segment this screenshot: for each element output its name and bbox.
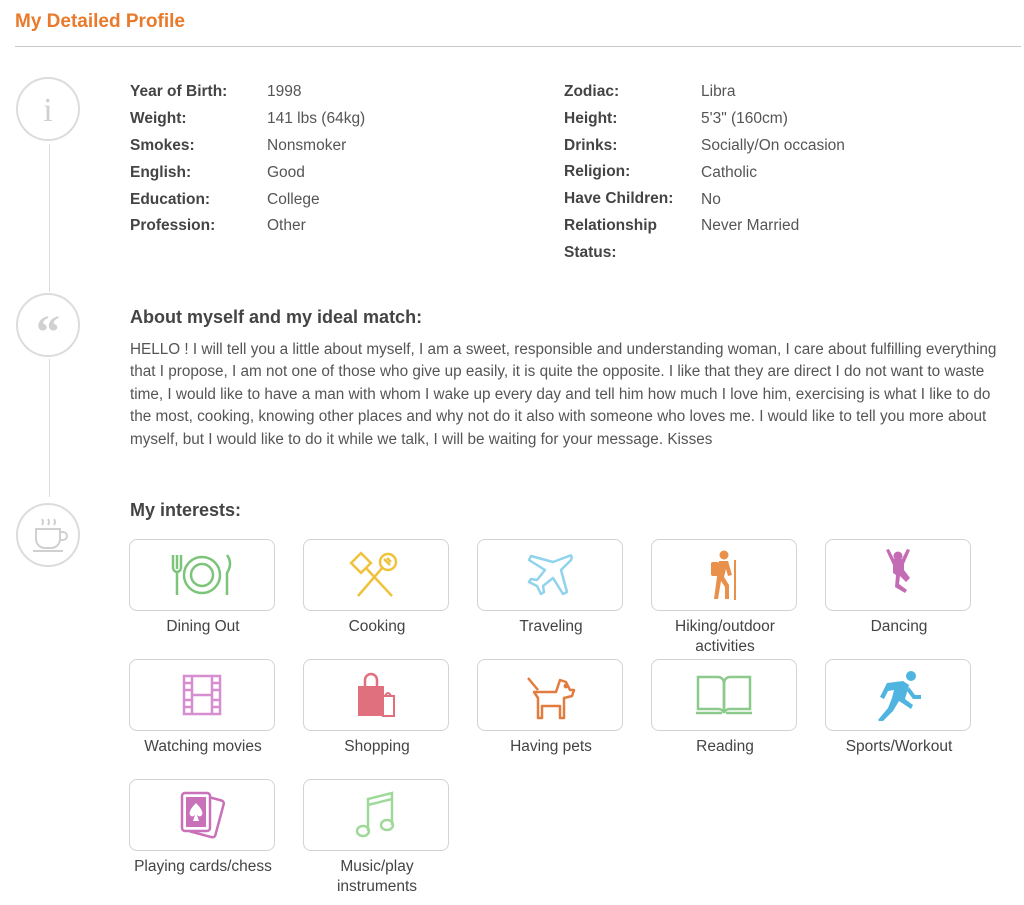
interest-tile[interactable]	[477, 539, 623, 611]
detail-row-english	[130, 159, 365, 186]
interest-playing-cards[interactable]	[129, 779, 277, 877]
interest-tile[interactable]	[129, 539, 275, 611]
detail-value: 1998	[267, 83, 302, 101]
detail-value: Other	[267, 217, 306, 235]
detail-label: Profession:	[130, 217, 216, 235]
detail-label: Religion:	[564, 163, 631, 181]
interest-dancing[interactable]	[825, 539, 973, 637]
interests-heading: My interests:	[130, 500, 242, 520]
detail-label: Relationship Status:	[564, 216, 658, 261]
interest-label: Watching movies	[144, 738, 262, 755]
detail-label: Smokes:	[130, 136, 195, 154]
interest-label: Reading	[696, 738, 754, 755]
detail-label: Weight:	[130, 110, 187, 128]
detail-row-education	[130, 186, 365, 213]
interest-label: Music/play instruments	[336, 858, 418, 895]
detail-row-profession	[130, 213, 365, 240]
detail-value: 5'3" (160cm)	[701, 110, 788, 128]
detail-row-height	[564, 106, 845, 133]
interest-tile[interactable]	[825, 659, 971, 731]
interest-tile[interactable]	[129, 659, 275, 731]
detail-label: Height:	[564, 109, 618, 127]
interest-watching-movies[interactable]	[129, 659, 277, 757]
page-title: My Detailed Profile	[15, 11, 185, 32]
detail-label: Year of Birth:	[130, 83, 228, 101]
cards-icon	[176, 789, 228, 841]
music-note-icon	[354, 789, 398, 841]
airplane-icon	[523, 550, 577, 600]
interest-music[interactable]	[303, 779, 451, 897]
quote-icon	[16, 293, 80, 357]
interest-tile[interactable]	[303, 779, 449, 851]
dog-icon	[522, 670, 578, 720]
hiker-icon	[702, 548, 746, 602]
detail-value: Libra	[701, 83, 736, 101]
interest-label: Sports/Workout	[845, 738, 953, 755]
film-icon	[182, 673, 222, 717]
timeline-connector	[49, 144, 50, 292]
profile-details-right	[564, 79, 845, 267]
coffee-cup-icon	[16, 503, 80, 567]
interest-tile[interactable]	[651, 659, 797, 731]
interest-label: Cooking	[348, 618, 406, 635]
timeline-connector	[49, 359, 50, 497]
detail-label: English:	[130, 163, 192, 181]
interest-sports-workout[interactable]	[825, 659, 973, 757]
interest-tile[interactable]	[825, 539, 971, 611]
interest-traveling[interactable]	[477, 539, 625, 637]
dancer-icon	[878, 548, 918, 602]
detail-value: Nonsmoker	[267, 136, 347, 154]
book-icon	[694, 673, 754, 717]
shopping-bag-icon	[354, 670, 398, 720]
interest-label: Having pets	[510, 738, 592, 755]
interest-tile[interactable]	[303, 539, 449, 611]
detail-value: Catholic	[701, 163, 757, 181]
detail-value: College	[267, 190, 320, 208]
detail-label: Education:	[130, 190, 211, 208]
dining-icon	[167, 551, 237, 599]
detail-value: No	[701, 190, 721, 208]
interest-label: Dining Out	[166, 618, 240, 635]
interest-reading[interactable]	[651, 659, 799, 757]
interest-label: Hiking/outdoor activities	[675, 618, 775, 655]
detail-value: Socially/On occasion	[701, 136, 845, 154]
interest-cooking[interactable]	[303, 539, 451, 637]
svg-text:i: i	[43, 92, 53, 127]
cooking-icon	[348, 550, 404, 600]
interest-hiking[interactable]	[651, 539, 799, 657]
interest-dining-out[interactable]	[129, 539, 277, 637]
interest-label: Shopping	[344, 738, 410, 755]
detail-row-weight	[130, 106, 365, 133]
info-icon	[16, 77, 80, 141]
interest-tile[interactable]	[477, 659, 623, 731]
detail-value: Never Married	[701, 216, 800, 234]
interest-having-pets[interactable]	[477, 659, 625, 757]
svg-text:“: “	[36, 310, 60, 340]
about-text: HELLO ! I will tell you a little about myself, I am a sweet, responsible and understanding woman, I care about fulfilling everything that I propose, I am not one of those who give up easily, it is quite the opposite. I like that they are direct I do not want to waste time, I would like to have a man with whom I wake up every day and tell him how much I love him, exercising is what I like to do the most, cooking, knowing other places and why not do it also with someone who loves me. I would like to tell you more about myself, but I would like to do it while we talk, I will be waiting for your message. Kisses	[130, 341, 997, 448]
detail-row-drinks	[564, 133, 845, 160]
title-divider	[15, 46, 1021, 47]
detail-row-zodiac	[564, 79, 845, 106]
detail-label: Have Children:	[564, 190, 674, 208]
interest-label: Traveling	[519, 618, 583, 635]
interest-tile[interactable]	[651, 539, 797, 611]
interest-label: Dancing	[870, 618, 928, 635]
detail-row-smokes	[130, 133, 365, 160]
detail-value: Good	[267, 163, 305, 181]
detail-row-have-children	[564, 186, 845, 213]
interest-shopping[interactable]	[303, 659, 451, 757]
detail-row-year-of-birth	[130, 79, 365, 106]
profile-details-left	[130, 79, 365, 240]
about-heading: About myself and my ideal match:	[130, 307, 423, 327]
detail-value: 141 lbs (64kg)	[267, 110, 366, 128]
detail-row-religion	[564, 159, 845, 186]
detail-label: Drinks:	[564, 136, 618, 154]
runner-icon	[873, 669, 923, 721]
detail-label: Zodiac:	[564, 83, 620, 100]
detail-row-relationship-status	[564, 213, 845, 267]
interest-label: Playing cards/chess	[134, 858, 272, 875]
interest-tile[interactable]	[129, 779, 275, 851]
interest-tile[interactable]	[303, 659, 449, 731]
